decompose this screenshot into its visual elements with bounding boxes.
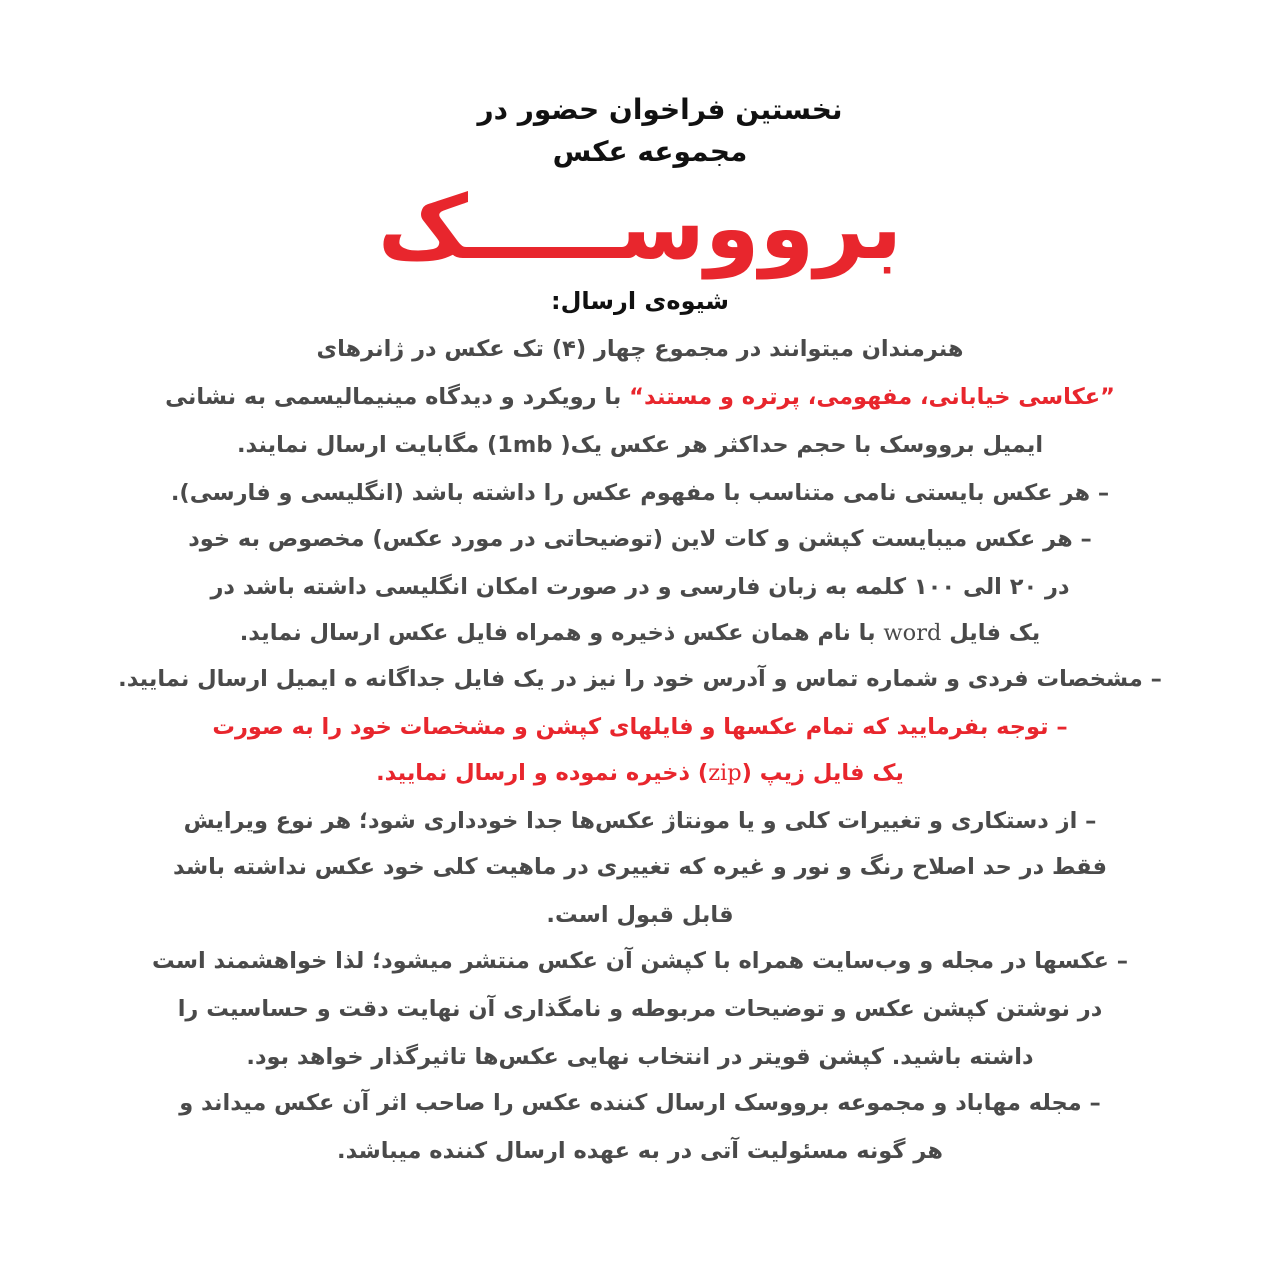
body-line-11: – از دستکاری و تغییرات کلی و یا مونتاژ عکس‌ها جدا خودداری شود؛ هر نوع ویرایش bbox=[183, 808, 1097, 834]
notice-line-1: – توجه بفرمایید که تمام عکسها و فایلهای کپشن و مشخصات خود را به صورت bbox=[212, 714, 1068, 740]
body-line-14: – عکسها در مجله و وب‌سایت همراه با کپشن آن عکس منتشر میشود؛ لذا خواهشمند است bbox=[152, 948, 1128, 974]
body-line-7-a: یک فایل bbox=[941, 620, 1041, 646]
body-line-8: – مشخصات فردی و شماره تماس و آدرس خود را نیز در یک فایل جداگانه ه ایمیل ارسال نمایید. bbox=[118, 666, 1162, 692]
body-line-18: هر گونه مسئولیت آتی در به عهده ارسال کننده میباشد. bbox=[337, 1138, 943, 1164]
body-line-2 bbox=[40, 380, 1240, 414]
body-line-2-rest: با رویکرد و دیدگاه مینیمالیسمی به نشانی bbox=[165, 384, 630, 410]
notice-line-2-b: ) ذخیره نموده و ارسال نمایید. bbox=[376, 760, 709, 786]
body-line-3: ایمیل برووسک با حجم حداکثر هر عکس یک( 1mb) مگابایت ارسال نمایند. bbox=[236, 432, 1044, 458]
body-line-6: در ۲۰ الی ۱۰۰ کلمه به زبان فارسی و در صورت امکان انگلیسی داشته باشد در bbox=[210, 574, 1070, 600]
genres-highlight: ”عکاسی خیابانی، مفهومی، پرتره و مستند“ bbox=[629, 384, 1115, 410]
header-line-1: نخستین فراخوان حضور در bbox=[477, 93, 843, 126]
body-line-15: در نوشتن کپشن عکس و توضیحات مربوطه و نامگذاری آن نهایت دقت و حساسیت را bbox=[177, 996, 1103, 1022]
section-title: شیوه‌ی ارسال: bbox=[550, 287, 730, 315]
header-line-2: مجموعه عکس bbox=[552, 135, 748, 168]
body-line-16: داشته باشید. کپشن قویتر در انتخاب نهایی عکس‌ها تاثیرگذار خواهد بود. bbox=[246, 1044, 1034, 1070]
notice-line-2 bbox=[40, 756, 1240, 790]
body-line-17: – مجله مهاباد و مجموعه برووسک ارسال کننده عکس را صاحب اثر آن عکس میداند و bbox=[179, 1090, 1101, 1116]
body-line-4: – هر عکس بایستی نامی متناسب با مفهوم عکس را داشته باشد (انگلیسی و فارسی). bbox=[170, 480, 1110, 506]
body-line-12: فقط در حد اصلاح رنگ و نور و غیره که تغییری در ماهیت کلی خود عکس نداشته باشد bbox=[172, 854, 1108, 880]
word-format-label: word bbox=[883, 620, 942, 646]
body-line-5: – هر عکس میبایست کپشن و کات لاین (توضیحاتی در مورد عکس) مخصوص به خود bbox=[188, 526, 1092, 552]
notice-line-2-a: یک فایل زیپ ( bbox=[741, 760, 904, 786]
zip-format-label: zip bbox=[708, 760, 742, 786]
body-line-7 bbox=[40, 616, 1240, 650]
body-line-13: قابل قبول است. bbox=[546, 902, 734, 928]
body-line-1: هنرمندان میتوانند در مجموع چهار (۴) تک عکس در ژانرهای bbox=[316, 336, 964, 362]
body-line-7-b: با نام همان عکس ذخیره و همراه فایل عکس ارسال نماید. bbox=[239, 620, 884, 646]
brand-title: برووســـــک bbox=[377, 176, 903, 279]
